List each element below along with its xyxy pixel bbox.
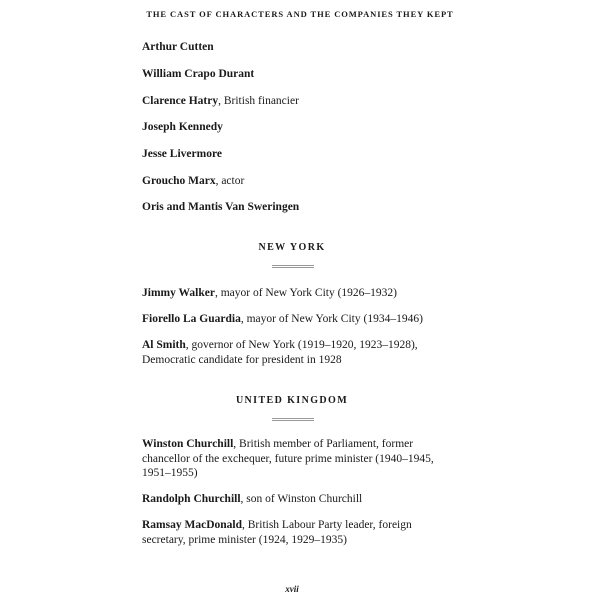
entry-description: , mayor of New York City (1926–1932)	[214, 287, 398, 299]
section-heading-united-kingdom: UNITED KINGDOM	[235, 395, 349, 406]
entry-description: , British Labour Party leader, foreign secretary, prime minister (1924, 1929–1935)	[142, 519, 412, 546]
cast-entry	[142, 492, 442, 507]
cast-entry	[142, 338, 442, 367]
entry-name: Winston Churchill	[142, 438, 234, 450]
cast-entry	[142, 518, 442, 547]
entry-name: Oris and Mantis Van Sweringen	[142, 201, 300, 213]
entry-name: Groucho Marx	[142, 175, 216, 187]
cast-entry	[142, 174, 442, 189]
entry-description: , British financier	[218, 95, 299, 107]
entry-name: William Crapo Durant	[142, 68, 255, 80]
entry-name: Randolph Churchill	[142, 493, 241, 505]
entry-description: , son of Winston Churchill	[240, 493, 363, 505]
cast-entry	[142, 286, 442, 301]
entry-name: Fiorello La Guardia	[142, 313, 241, 325]
cast-entry	[142, 120, 442, 135]
entry-name: Joseph Kennedy	[142, 121, 223, 133]
cast-entry	[142, 200, 442, 215]
page-number: xvii	[285, 584, 299, 594]
cast-entry	[142, 67, 442, 82]
cast-entry	[142, 147, 442, 162]
entry-name: Al Smith	[142, 339, 186, 351]
cast-entry	[142, 94, 442, 109]
section-divider	[272, 265, 314, 268]
running-head: THE CAST OF CHARACTERS AND THE COMPANIES THEY KEPT	[146, 9, 454, 19]
cast-entry	[142, 312, 442, 327]
entry-name: Jesse Livermore	[142, 148, 222, 160]
entry-description: , British member of Parliament, former chancellor of the exchequer, future prime minister (1940–1945, 1951–1955)	[142, 438, 434, 479]
entry-description: , mayor of New York City (1934–1946)	[240, 313, 423, 325]
entry-description: , governor of New York (1919–1920, 1923–1928), Democratic candidate for president in 1928	[142, 339, 418, 366]
entry-name: Jimmy Walker	[142, 287, 215, 299]
entry-name: Arthur Cutten	[142, 41, 214, 53]
section-divider	[272, 418, 314, 421]
cast-entry	[142, 40, 442, 55]
section-heading-new-york: NEW YORK	[258, 242, 326, 253]
cast-entry	[142, 437, 442, 481]
entry-name: Ramsay MacDonald	[142, 519, 242, 531]
entry-name: Clarence Hatry	[142, 95, 219, 107]
entry-description: , actor	[215, 175, 245, 187]
